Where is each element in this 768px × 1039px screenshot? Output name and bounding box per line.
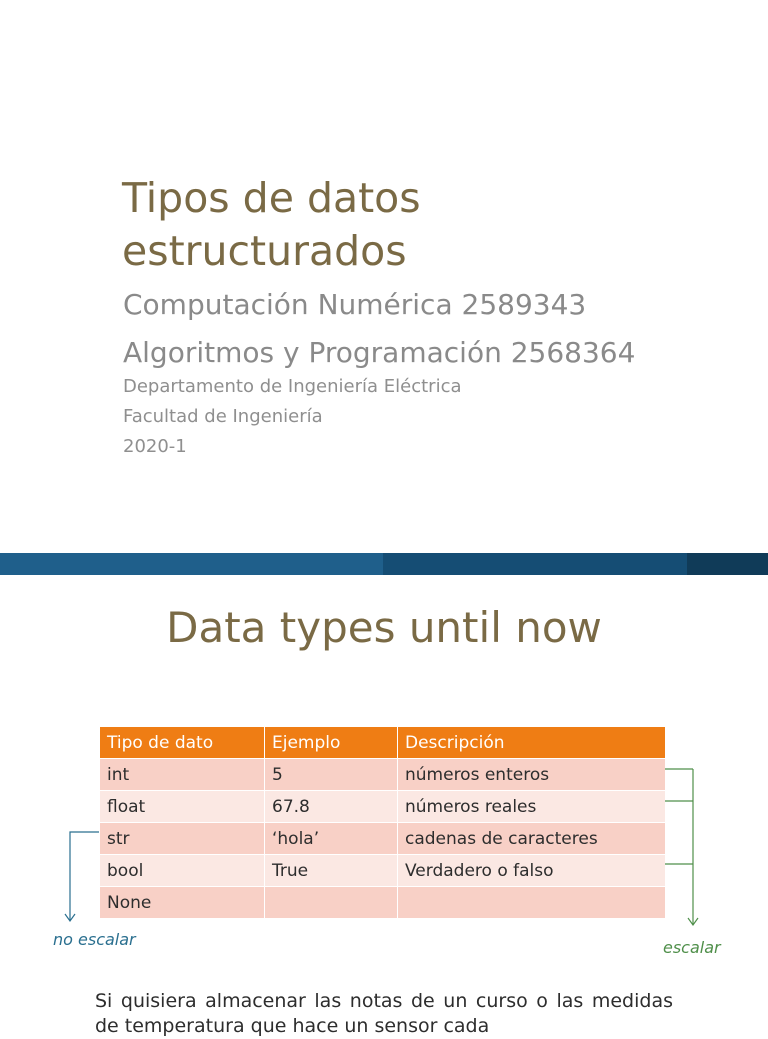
table-cell: True	[265, 855, 398, 887]
table-cell: 67.8	[265, 791, 398, 823]
slide-title: Data types until now	[166, 603, 602, 652]
table-cell: números reales	[398, 791, 666, 823]
term-text: 2020-1	[123, 436, 187, 457]
body-paragraph: Si quisiera almacenar las notas de un curso o las medidas de temperatura que hace un sensor cada	[95, 990, 673, 1037]
table-cell: cadenas de caracteres	[398, 823, 666, 855]
data-types-slide	[0, 575, 768, 1037]
course-subtitle-1: Computación Numérica 2589343	[123, 288, 587, 321]
divider-band-middle	[383, 553, 687, 575]
table-cell: Verdadero o falso	[398, 855, 666, 887]
header-cell: Tipo de dato	[100, 727, 265, 759]
table-cell: float	[100, 791, 265, 823]
divider-band-right	[687, 553, 768, 575]
course-subtitle-2: Algoritmos y Programación 2568364	[123, 336, 636, 369]
header-cell: Descripción	[398, 727, 666, 759]
table-cell: 5	[265, 759, 398, 791]
table-cell: None	[100, 887, 265, 919]
table-cell: ‘hola’	[265, 823, 398, 855]
divider-band-left	[0, 553, 383, 575]
header-cell: Ejemplo	[265, 727, 398, 759]
table-cell: int	[100, 759, 265, 791]
table-cell: números enteros	[398, 759, 666, 791]
title-line-2: estructurados	[122, 227, 407, 275]
table-cell: bool	[100, 855, 265, 887]
title-line-1: Tipos de datos	[122, 174, 421, 222]
faculty-text: Facultad de Ingeniería	[123, 406, 323, 427]
classification-brackets	[0, 575, 768, 1024]
department-text: Departamento de Ingeniería Eléctrica	[123, 376, 462, 397]
slide-title	[122, 172, 722, 278]
escalar-bracket	[665, 769, 698, 925]
table-cell: str	[100, 823, 265, 855]
no-escalar-label: no escalar	[53, 930, 136, 949]
escalar-label: escalar	[663, 938, 721, 957]
no-escalar-bracket	[65, 832, 99, 921]
